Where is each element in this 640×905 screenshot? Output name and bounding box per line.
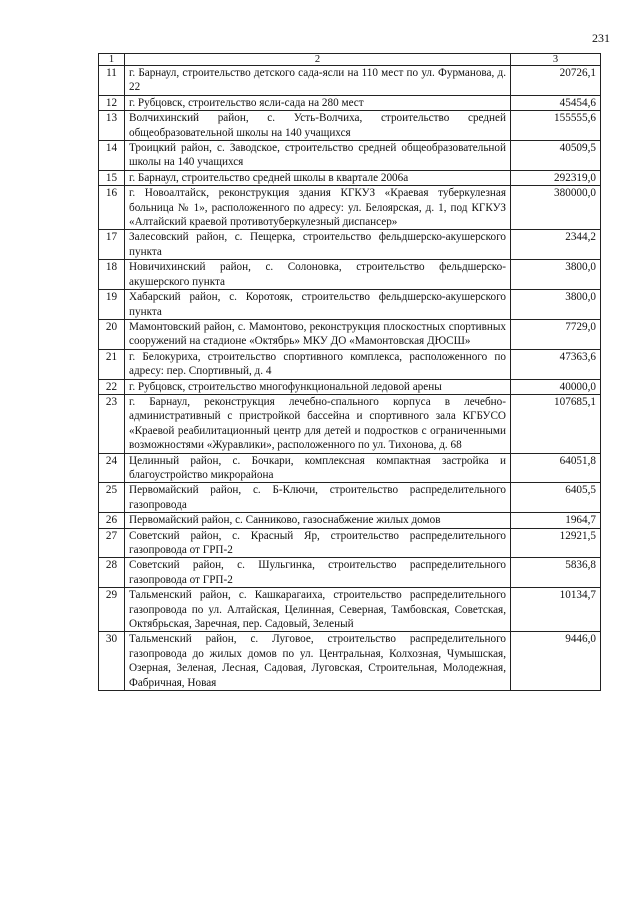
row-value: 7729,0	[511, 319, 601, 349]
row-value: 5836,8	[511, 558, 601, 588]
row-value: 64051,8	[511, 453, 601, 483]
object-table	[98, 53, 601, 691]
row-value: 292319,0	[511, 170, 601, 185]
row-description: Советский район, с. Шульгинка, строительство распределительного газопровода от ГРП-2	[125, 558, 511, 588]
row-number: 19	[99, 290, 125, 320]
table-row	[99, 111, 601, 141]
row-description: Первомайский район, с. Санниково, газоснабжение жилых домов	[125, 513, 511, 528]
row-description: г. Белокуриха, строительство спортивного комплекса, расположенного по адресу: пер. Спортивный, д. 4	[125, 349, 511, 379]
table-row	[99, 394, 601, 453]
row-description: г. Барнаул, строительство детского сада-ясли на 110 мест по ул. Фурманова, д. 22	[125, 66, 511, 96]
row-value: 3800,0	[511, 290, 601, 320]
row-value: 3800,0	[511, 260, 601, 290]
row-number: 25	[99, 483, 125, 513]
row-value: 6405,5	[511, 483, 601, 513]
row-number: 16	[99, 186, 125, 230]
row-number: 18	[99, 260, 125, 290]
row-description: Целинный район, с. Бочкари, комплексная компактная застройка и благоустройство микрорайона	[125, 453, 511, 483]
row-description: Хабарский район, с. Коротояк, строительство фельдшерско-акушерского пункта	[125, 290, 511, 320]
row-number: 24	[99, 453, 125, 483]
column-header-2: 2	[125, 54, 511, 66]
table-row	[99, 632, 601, 691]
row-number: 27	[99, 528, 125, 558]
table-row	[99, 186, 601, 230]
column-header-3: 3	[511, 54, 601, 66]
table-row	[99, 453, 601, 483]
table-row	[99, 349, 601, 379]
row-value: 107685,1	[511, 394, 601, 453]
row-value: 47363,6	[511, 349, 601, 379]
row-value: 40000,0	[511, 379, 601, 394]
row-number: 21	[99, 349, 125, 379]
table-row	[99, 170, 601, 185]
row-number: 29	[99, 588, 125, 632]
row-number: 30	[99, 632, 125, 691]
row-number: 15	[99, 170, 125, 185]
row-number: 23	[99, 394, 125, 453]
row-value: 12921,5	[511, 528, 601, 558]
table-row	[99, 141, 601, 171]
row-number: 26	[99, 513, 125, 528]
table-row	[99, 483, 601, 513]
table-row	[99, 230, 601, 260]
table-row	[99, 66, 601, 96]
table-row	[99, 319, 601, 349]
row-description: г. Рубцовск, строительство ясли-сада на 280 мест	[125, 95, 511, 110]
table-header-row	[99, 54, 601, 66]
table-row	[99, 588, 601, 632]
row-description: Первомайский район, с. Б-Ключи, строительство распределительного газопровода	[125, 483, 511, 513]
table-row	[99, 260, 601, 290]
row-description: Троицкий район, с. Заводское, строительство средней общеобразовательной школы на 140 учащихся	[125, 141, 511, 171]
row-description: Новичихинский район, с. Солоновка, строительство фельдшерско-акушерского пункта	[125, 260, 511, 290]
row-number: 14	[99, 141, 125, 171]
row-value: 1964,7	[511, 513, 601, 528]
row-description: Залесовский район, с. Пещерка, строительство фельдшерско-акушерского пункта	[125, 230, 511, 260]
table-row	[99, 513, 601, 528]
column-header-1: 1	[99, 54, 125, 66]
row-number: 13	[99, 111, 125, 141]
row-value: 45454,6	[511, 95, 601, 110]
row-number: 17	[99, 230, 125, 260]
row-number: 12	[99, 95, 125, 110]
page-number: 231	[592, 31, 610, 45]
row-description: Мамонтовский район, с. Мамонтово, реконструкция плоскостных спортивных сооружений на стадионе «Октябрь» МКУ ДО «Мамонтовская ДЮСШ»	[125, 319, 511, 349]
row-number: 28	[99, 558, 125, 588]
row-number: 20	[99, 319, 125, 349]
row-number: 11	[99, 66, 125, 96]
row-description: Волчихинский район, с. Усть-Волчиха, строительство средней общеобразовательной школы на 140 учащихся	[125, 111, 511, 141]
row-number: 22	[99, 379, 125, 394]
row-description: Тальменский район, с. Кашкарагаиха, строительство распределительного газопровода по ул. Алтайская, Целинная, Северная, Тамбовская, Советская, Октябрьская, Заречная, пер. Садовый, Зеленый	[125, 588, 511, 632]
row-description: г. Рубцовск, строительство многофункциональной ледовой арены	[125, 379, 511, 394]
row-value: 40509,5	[511, 141, 601, 171]
row-description: г. Барнаул, строительство средней школы в квартале 2006а	[125, 170, 511, 185]
row-value: 2344,2	[511, 230, 601, 260]
table-row	[99, 95, 601, 110]
table-row	[99, 558, 601, 588]
table-row	[99, 528, 601, 558]
row-description: г. Новоалтайск, реконструкция здания КГКУЗ «Краевая туберкулезная больница № 1», расположенного по адресу: ул. Белоярская, д. 1, под КГКУЗ «Алтайский краевой противотуберкулезный диспансер»	[125, 186, 511, 230]
table-row	[99, 290, 601, 320]
row-description: г. Барнаул, реконструкция лечебно-спального корпуса в лечебно-административный с пристройкой бассейна и спортивного зала КГБУСО «Краевой реабилитационный центр для детей и подростков с ограниченными возможностями «Журавлики», расположенного по ул. Тихонова, д. 68	[125, 394, 511, 453]
table-row	[99, 379, 601, 394]
row-value: 155555,6	[511, 111, 601, 141]
row-value: 9446,0	[511, 632, 601, 691]
row-description: Советский район, с. Красный Яр, строительство распределительного газопровода от ГРП-2	[125, 528, 511, 558]
row-value: 380000,0	[511, 186, 601, 230]
row-description: Тальменский район, с. Луговое, строительство распределительного газопровода до жилых домов по ул. Центральная, Колхозная, Чумышская, Озерная, Зеленая, Лесная, Садовая, Луговская, Строительная, Молодежная, Фабричная, Новая	[125, 632, 511, 691]
row-value: 20726,1	[511, 66, 601, 96]
row-value: 10134,7	[511, 588, 601, 632]
